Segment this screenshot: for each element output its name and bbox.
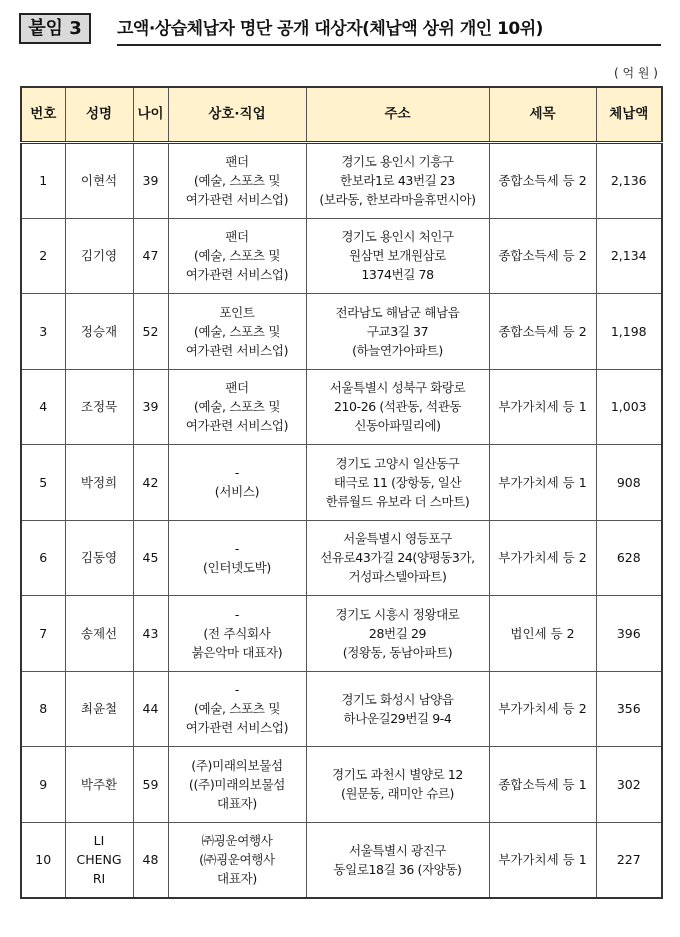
address-line: 태극로 11 (장항동, 일산	[333, 474, 462, 490]
row-number: 5	[21, 445, 65, 521]
address-line: 동일로18길 36 (자양동)	[333, 861, 462, 877]
taxpayer-age: 42	[133, 445, 168, 521]
business-occupation	[168, 520, 306, 596]
business-occupation-line: ㈜굉운여행사	[201, 833, 273, 848]
column-header-business: 상호·직업	[168, 87, 306, 143]
address-line: 경기도 과천시 별양로 12	[332, 767, 463, 783]
taxpayer-name: 이현석	[65, 143, 133, 219]
address	[306, 369, 489, 445]
delinquent-amount: 356	[596, 671, 662, 747]
business-occupation-line: -	[234, 606, 240, 622]
business-occupation-line: -	[234, 465, 240, 481]
row-number: 2	[21, 218, 65, 294]
business-occupation	[168, 671, 306, 747]
taxpayer-age: 45	[133, 520, 168, 596]
address-line: 거성파스텔아파트)	[348, 569, 447, 585]
address	[306, 143, 489, 219]
business-occupation-line: 팬더	[225, 154, 249, 170]
business-occupation	[168, 747, 306, 823]
column-header-tax-type: 세목	[489, 87, 596, 143]
taxpayer-name: 송제선	[65, 596, 133, 672]
tax-type: 종합소득세 등 2	[489, 143, 596, 219]
business-occupation	[168, 822, 306, 898]
address-line: 서울특별시 성북구 화랑로	[329, 380, 466, 396]
address	[306, 294, 489, 370]
row-number: 1	[21, 143, 65, 219]
tax-type: 부가가치세 등 2	[489, 671, 596, 747]
taxpayer-name: 김기영	[65, 218, 133, 294]
business-occupation	[168, 294, 306, 370]
column-header-amount: 체납액	[596, 87, 662, 143]
delinquent-amount: 396	[596, 596, 662, 672]
attachment-tag: 붙임 3	[19, 13, 91, 44]
column-header-age: 나이	[133, 87, 168, 143]
business-occupation-line: (㈜굉운여행사	[199, 852, 275, 867]
tax-type: 종합소득세 등 2	[489, 294, 596, 370]
address-line: 전라남도 해남군 해남읍	[335, 304, 460, 320]
business-occupation-line: (예술, 스포츠 및	[193, 701, 281, 717]
business-occupation	[168, 596, 306, 672]
business-occupation-line: 팬더	[225, 380, 249, 396]
business-occupation-line: 여가관련 서비스업)	[185, 267, 289, 283]
address	[306, 671, 489, 747]
tax-type: 부가가치세 등 2	[489, 520, 596, 596]
table-row	[21, 747, 662, 823]
title-underline	[117, 44, 661, 46]
address-line: 하나운길29번길 9-4	[343, 710, 452, 726]
address-line: 구교3길 37	[366, 323, 429, 339]
delinquent-amount: 2,134	[596, 218, 662, 294]
business-occupation-line: (예술, 스포츠 및	[193, 248, 281, 264]
taxpayer-age: 59	[133, 747, 168, 823]
address	[306, 596, 489, 672]
address	[306, 822, 489, 898]
business-occupation-line: (예술, 스포츠 및	[193, 173, 281, 189]
business-occupation-line: (인터넷도박)	[202, 559, 272, 575]
tax-type: 종합소득세 등 2	[489, 218, 596, 294]
table-row	[21, 671, 662, 747]
business-occupation	[168, 218, 306, 294]
business-occupation-line: 여가관련 서비스업)	[185, 342, 289, 358]
column-header-name: 성명	[65, 87, 133, 143]
address-line: 원삼면 보개원삼로	[349, 248, 446, 264]
address-line: 한보라1로 43번길 23	[340, 173, 455, 189]
taxpayer-name: 최윤철	[65, 671, 133, 747]
row-number: 3	[21, 294, 65, 370]
address-line: 경기도 화성시 남양읍	[341, 691, 454, 707]
tax-type: 부가가치세 등 1	[489, 445, 596, 521]
address	[306, 747, 489, 823]
business-occupation-line: 여가관련 서비스업)	[185, 192, 289, 208]
delinquent-taxpayer-table	[20, 86, 663, 899]
column-header-address: 주소	[306, 87, 489, 143]
address-line: 한류월드 유보라 더 스마트)	[325, 493, 470, 509]
address-line: 경기도 용인시 기흥구	[341, 154, 454, 170]
table-row	[21, 596, 662, 672]
address	[306, 445, 489, 521]
address-line: 28번길 29	[368, 625, 427, 641]
business-occupation-line: 여가관련 서비스업)	[185, 418, 289, 434]
business-occupation-line: 대표자)	[217, 795, 257, 811]
unit-label: ( 억 원 )	[614, 66, 658, 80]
taxpayer-name-line: CHENG	[76, 852, 122, 867]
address-line: (하늘연가아파트)	[352, 342, 443, 358]
business-occupation-line: (예술, 스포츠 및	[193, 399, 281, 415]
column-header-number: 번호	[21, 87, 65, 143]
address-line: 경기도 용인시 처인구	[341, 229, 454, 245]
address-line: 선유로43가길 24(양평동3가,	[320, 550, 475, 566]
row-number: 8	[21, 671, 65, 747]
business-occupation-line: 포인트	[219, 304, 255, 320]
table-row	[21, 218, 662, 294]
delinquent-amount: 1,003	[596, 369, 662, 445]
taxpayer-name-line: RI	[92, 871, 106, 886]
delinquent-amount: 302	[596, 747, 662, 823]
delinquent-amount: 908	[596, 445, 662, 521]
tax-type: 종합소득세 등 1	[489, 747, 596, 823]
taxpayer-age: 52	[133, 294, 168, 370]
delinquent-amount: 628	[596, 520, 662, 596]
business-occupation-line: (예술, 스포츠 및	[193, 323, 281, 339]
address-line: (정왕동, 동남아파트)	[342, 644, 453, 660]
delinquent-amount: 227	[596, 822, 662, 898]
business-occupation-line: (전 주식회사	[203, 625, 271, 641]
header	[19, 13, 661, 50]
address	[306, 520, 489, 596]
delinquent-amount: 2,136	[596, 143, 662, 219]
taxpayer-name-line: LI	[93, 833, 105, 848]
taxpayer-age: 39	[133, 143, 168, 219]
address-line: 210-26 (석관동, 석관동	[333, 399, 462, 415]
address-line: 신동아파밀리에)	[354, 418, 441, 434]
business-occupation-line: -	[234, 682, 240, 698]
business-occupation-line: (주)미래의보물섬	[191, 757, 283, 773]
row-number: 4	[21, 369, 65, 445]
table-row	[21, 369, 662, 445]
table-row	[21, 143, 662, 219]
document-title: 고액·상습체납자 명단 공개 대상자(체납액 상위 개인 10위)	[117, 19, 543, 39]
business-occupation-line: -	[234, 540, 240, 556]
business-occupation-line: 팬더	[225, 229, 249, 245]
taxpayer-age: 39	[133, 369, 168, 445]
tax-type: 부가가치세 등 1	[489, 369, 596, 445]
address-line: 경기도 고양시 일산동구	[335, 455, 460, 471]
row-number: 10	[21, 822, 65, 898]
table-row	[21, 294, 662, 370]
taxpayer-name: 김동영	[65, 520, 133, 596]
taxpayer-age: 48	[133, 822, 168, 898]
taxpayer-name: 조정묵	[65, 369, 133, 445]
business-occupation-line: 붉은악마 대표자)	[191, 644, 283, 660]
business-occupation	[168, 369, 306, 445]
taxpayer-name: 박정희	[65, 445, 133, 521]
business-occupation	[168, 445, 306, 521]
taxpayer-name: 정승재	[65, 294, 133, 370]
address-line: (보라동, 한보라마을휴먼시아)	[319, 192, 476, 208]
header-row	[21, 87, 662, 143]
tax-type: 법인세 등 2	[489, 596, 596, 672]
tax-type: 부가가치세 등 1	[489, 822, 596, 898]
address-line: 서울특별시 영등포구	[343, 531, 452, 547]
row-number: 7	[21, 596, 65, 672]
taxpayer-age: 43	[133, 596, 168, 672]
address-line: 서울특별시 광진구	[349, 842, 446, 858]
taxpayer-name	[65, 822, 133, 898]
table-row	[21, 445, 662, 521]
business-occupation-line: 여가관련 서비스업)	[185, 720, 289, 736]
taxpayer-age: 44	[133, 671, 168, 747]
business-occupation	[168, 143, 306, 219]
address-line: 경기도 시흥시 정왕대로	[335, 606, 460, 622]
row-number: 6	[21, 520, 65, 596]
business-occupation-line: 대표자)	[217, 871, 257, 886]
table-row	[21, 822, 662, 898]
taxpayer-age: 47	[133, 218, 168, 294]
address	[306, 218, 489, 294]
business-occupation-line: (서비스)	[214, 484, 260, 500]
delinquent-amount: 1,198	[596, 294, 662, 370]
table-row	[21, 520, 662, 596]
address-line: 1374번길 78	[361, 267, 434, 283]
address-line: (원문동, 래미안 슈르)	[340, 786, 455, 802]
business-occupation-line: ((주)미래의보물섬	[188, 776, 286, 792]
taxpayer-name: 박주환	[65, 747, 133, 823]
row-number: 9	[21, 747, 65, 823]
